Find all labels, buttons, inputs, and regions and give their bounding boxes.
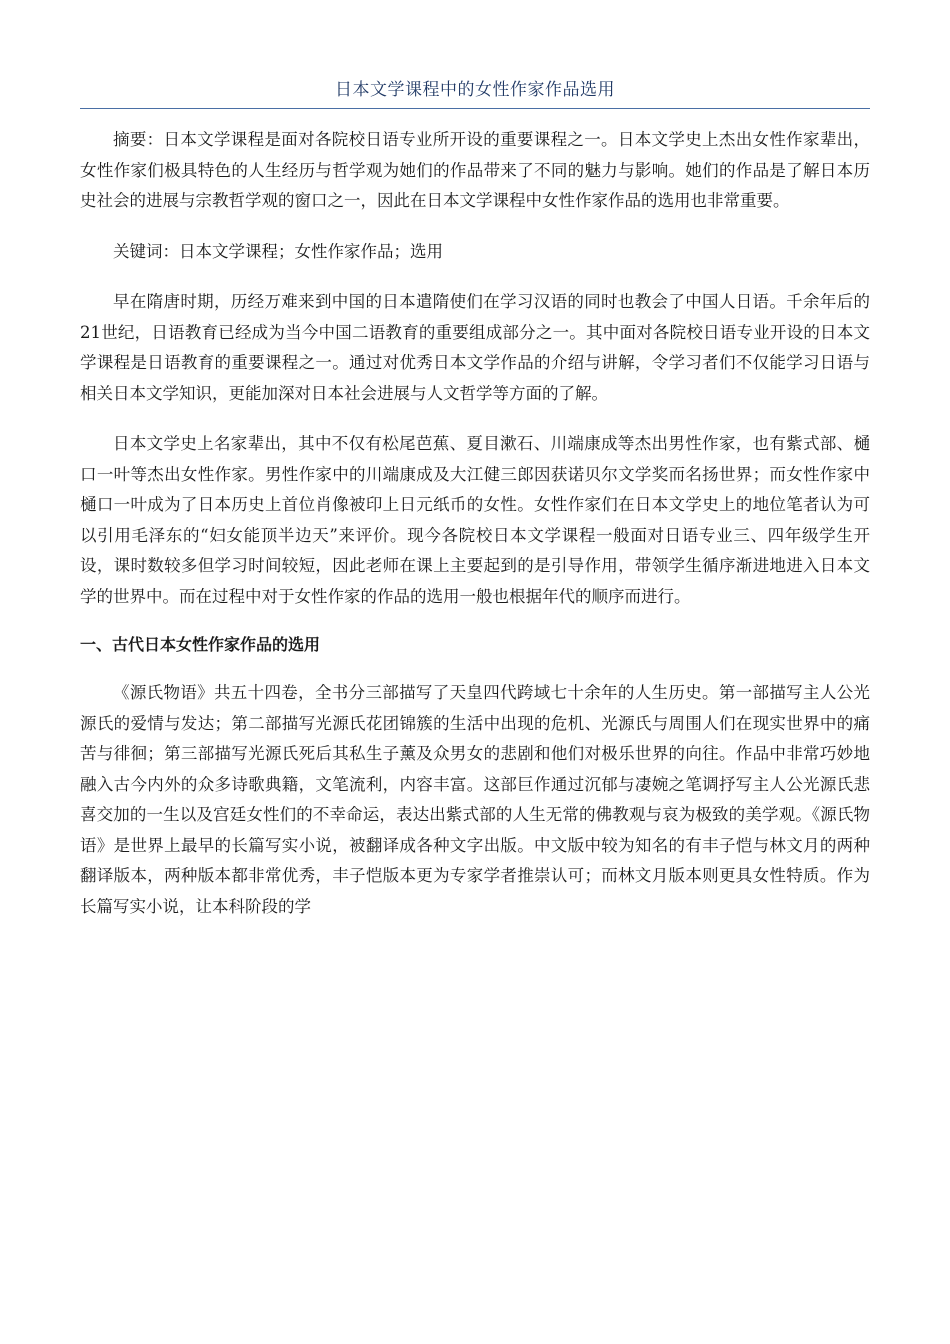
keywords-line: 关键词：日本文学课程；女性作家作品；选用	[113, 241, 443, 261]
abstract-paragraph: 摘要：日本文学课程是面对各院校日语专业所开设的重要课程之一。日本文学史上杰出女性作家辈出，女性作家们极具特色的人生经历与哲学观为她们的作品带来了不同的魅力与影响。她们的作品是了解日本历史社会的进展与宗教哲学观的窗口之一，因此在日本文学课程中女性作家作品的选用也非常重要。	[80, 130, 870, 210]
section-heading-1: 一、古代日本女性作家作品的选用	[80, 635, 321, 654]
body-paragraph-3: 《源氏物语》共五十四卷，全书分三部描写了天皇四代跨域七十余年的人生历史。第一部描写主人公光源氏的爱情与发达；第二部描写光源氏花团锦簇的生活中出现的危机、光源氏与周围人们在现实世界中的痛苦与徘徊；第三部描写光源氏死后其私生子薰及众男女的悲剧和他们对极乐世界的向往。作品中非常巧妙地融入古今内外的众多诗歌典籍，文笔流利，内容丰富。这部巨作通过沉郁与凄婉之笔调抒写主人公光源氏悲喜交加的一生以及宫廷女性们的不幸命运，表达出紫式部的人生无常的佛教观与哀为极致的美学观。《源氏物语》是世界上最早的长篇写实小说，被翻译成各种文字出版。中文版中较为知名的有丰子恺与林文月的两种翻译版本，两种版本都非常优秀，丰子恺版本更为专家学者推崇认可；而林文月版本则更具女性特质。作为长篇写实小说，让本科阶段的学	[80, 683, 870, 916]
header-divider	[80, 108, 870, 109]
document-page	[80, 76, 870, 922]
running-header-title: 日本文学课程中的女性作家作品选用	[335, 80, 615, 100]
body-paragraph-2: 日本文学史上名家辈出，其中不仅有松尾芭蕉、夏目漱石、川端康成等杰出男性作家，也有紫式部、樋口一叶等杰出女性作家。男性作家中的川端康成及大江健三郎因获诺贝尔文学奖而名扬世界；而女性作家中樋口一叶成为了日本历史上首位肖像被印上日元纸币的女性。女性作家们在日本文学史上的地位笔者认为可以引用毛泽东的“妇女能顶半边天”来评价。现今各院校日本文学课程一般面对日语专业三、四年级学生开设，课时数较多但学习时间较短，因此老师在课上主要起到的是引导作用，带领学生循序渐进地进入日本文学的世界中。而在过程中对于女性作家的作品的选用一般也根据年代的顺序而进行。	[80, 434, 870, 606]
body-paragraph-1: 早在隋唐时期，历经万难来到中国的日本遣隋使们在学习汉语的同时也教会了中国人日语。千余年后的21世纪，日语教育已经成为当今中国二语教育的重要组成部分之一。其中面对各院校日语专业开设的日本文学课程是日语教育的重要课程之一。通过对优秀日本文学作品的介绍与讲解，令学习者们不仅能学习日语与相关日本文学知识，更能加深对日本社会进展与人文哲学等方面的了解。	[80, 292, 870, 403]
